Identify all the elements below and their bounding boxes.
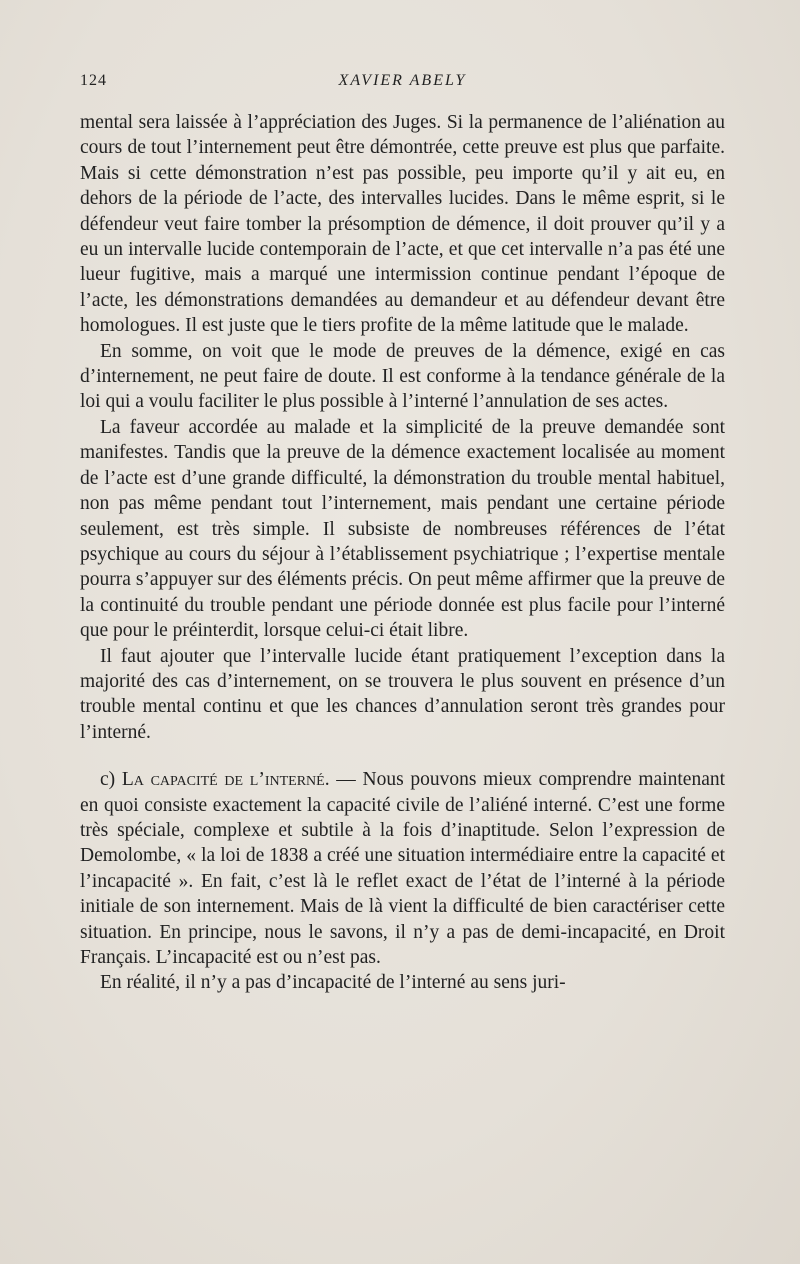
page-number: 124 <box>80 72 107 89</box>
body-text <box>80 110 725 996</box>
section-text: Nous pouvons mieux comprendre maintenant en quoi consiste exactement la capacité civile de l’aliéné interné. C’est une forme très spéciale, complexe et subtile à la fois d’inaptitude. Selon l’expression de Demolombe, « la loi de 1838 a créé une situation intermédiaire entre la capacité et l’incapacité ». En fait, c’est là le reflet exact de l’état de l’interné à la période initiale de son internement. Mais de là vient la difficulté de bien caractériser cette situation. En principe, nous le savons, il n’y a pas de demi-incapacité, en Droit Français. L’incapacité est ou n’est pas. <box>80 769 726 968</box>
paragraph: La faveur accordée au malade et la simplicité de la preuve demandée sont manifestes. Tandis que la preuve de la démence exactement localisée au moment de l’acte est d’une grande difficulté, la démonstration du trouble mental habituel, non pas même pendant tout l’internement, mais pendant une certaine période seulement, est très simple. Il subsiste de nombreuses références de l’état psychique au cours du séjour à l’établissement psychiatrique ; l’expertise mentale pourra s’appuyer sur des éléments précis. On peut même affirmer que la preuve de la continuité du trouble pendant une période donnée est plus facile pour l’interné que pour le préinterdit, lorsque celui-ci était libre. <box>80 416 725 642</box>
paragraph: mental sera laissée à l’appréciation des Juges. Si la permanence de l’aliénation au cours de tout l’internement peut être démontrée, cette preuve est plus que parfaite. Mais si cette démonstration n’est pas possible, peu importe qu’il y ait eu, en dehors de la période de l’acte, des intervalles lucides. Dans le même esprit, si le défendeur veut faire tomber la présomption de démence, il doit prouver qu’il y a eu un intervalle lucide contemporain de l’acte, et que cet intervalle n’a pas été une lueur fugitive, mais a marqué une intermission continue pendant l’époque de l’acte, les démonstrations demandées au demandeur et au défendeur devant être homologues. Il est juste que le tiers profite de la même latitude que le malade. <box>80 112 725 337</box>
section-dash: — <box>336 769 356 791</box>
paragraph: Il faut ajouter que l’intervalle lucide étant pratiquement l’exception dans la majorité des cas d’internement, on se trouvera le plus souvent en présence d’un trouble mental continu et que les chances d’annulation seront très grandes pour l’interné. <box>80 645 725 743</box>
section-label: c) <box>100 769 116 791</box>
running-title: XAVIER ABELY <box>338 72 467 89</box>
section-title: La capacité de l’interné. <box>121 769 330 791</box>
paragraph: En somme, on voit que le mode de preuves de la démence, exigé en cas d’internement, ne peut faire de doute. Il est conforme à la tendance générale de la loi qui a voulu faciliter le plus possible à l’interné l’annulation de ses actes. <box>80 340 725 413</box>
section-paragraph <box>80 767 725 970</box>
paragraph: En réalité, il n’y a pas d’incapacité de l’interné au sens juri- <box>100 972 566 994</box>
page-header <box>80 72 725 96</box>
